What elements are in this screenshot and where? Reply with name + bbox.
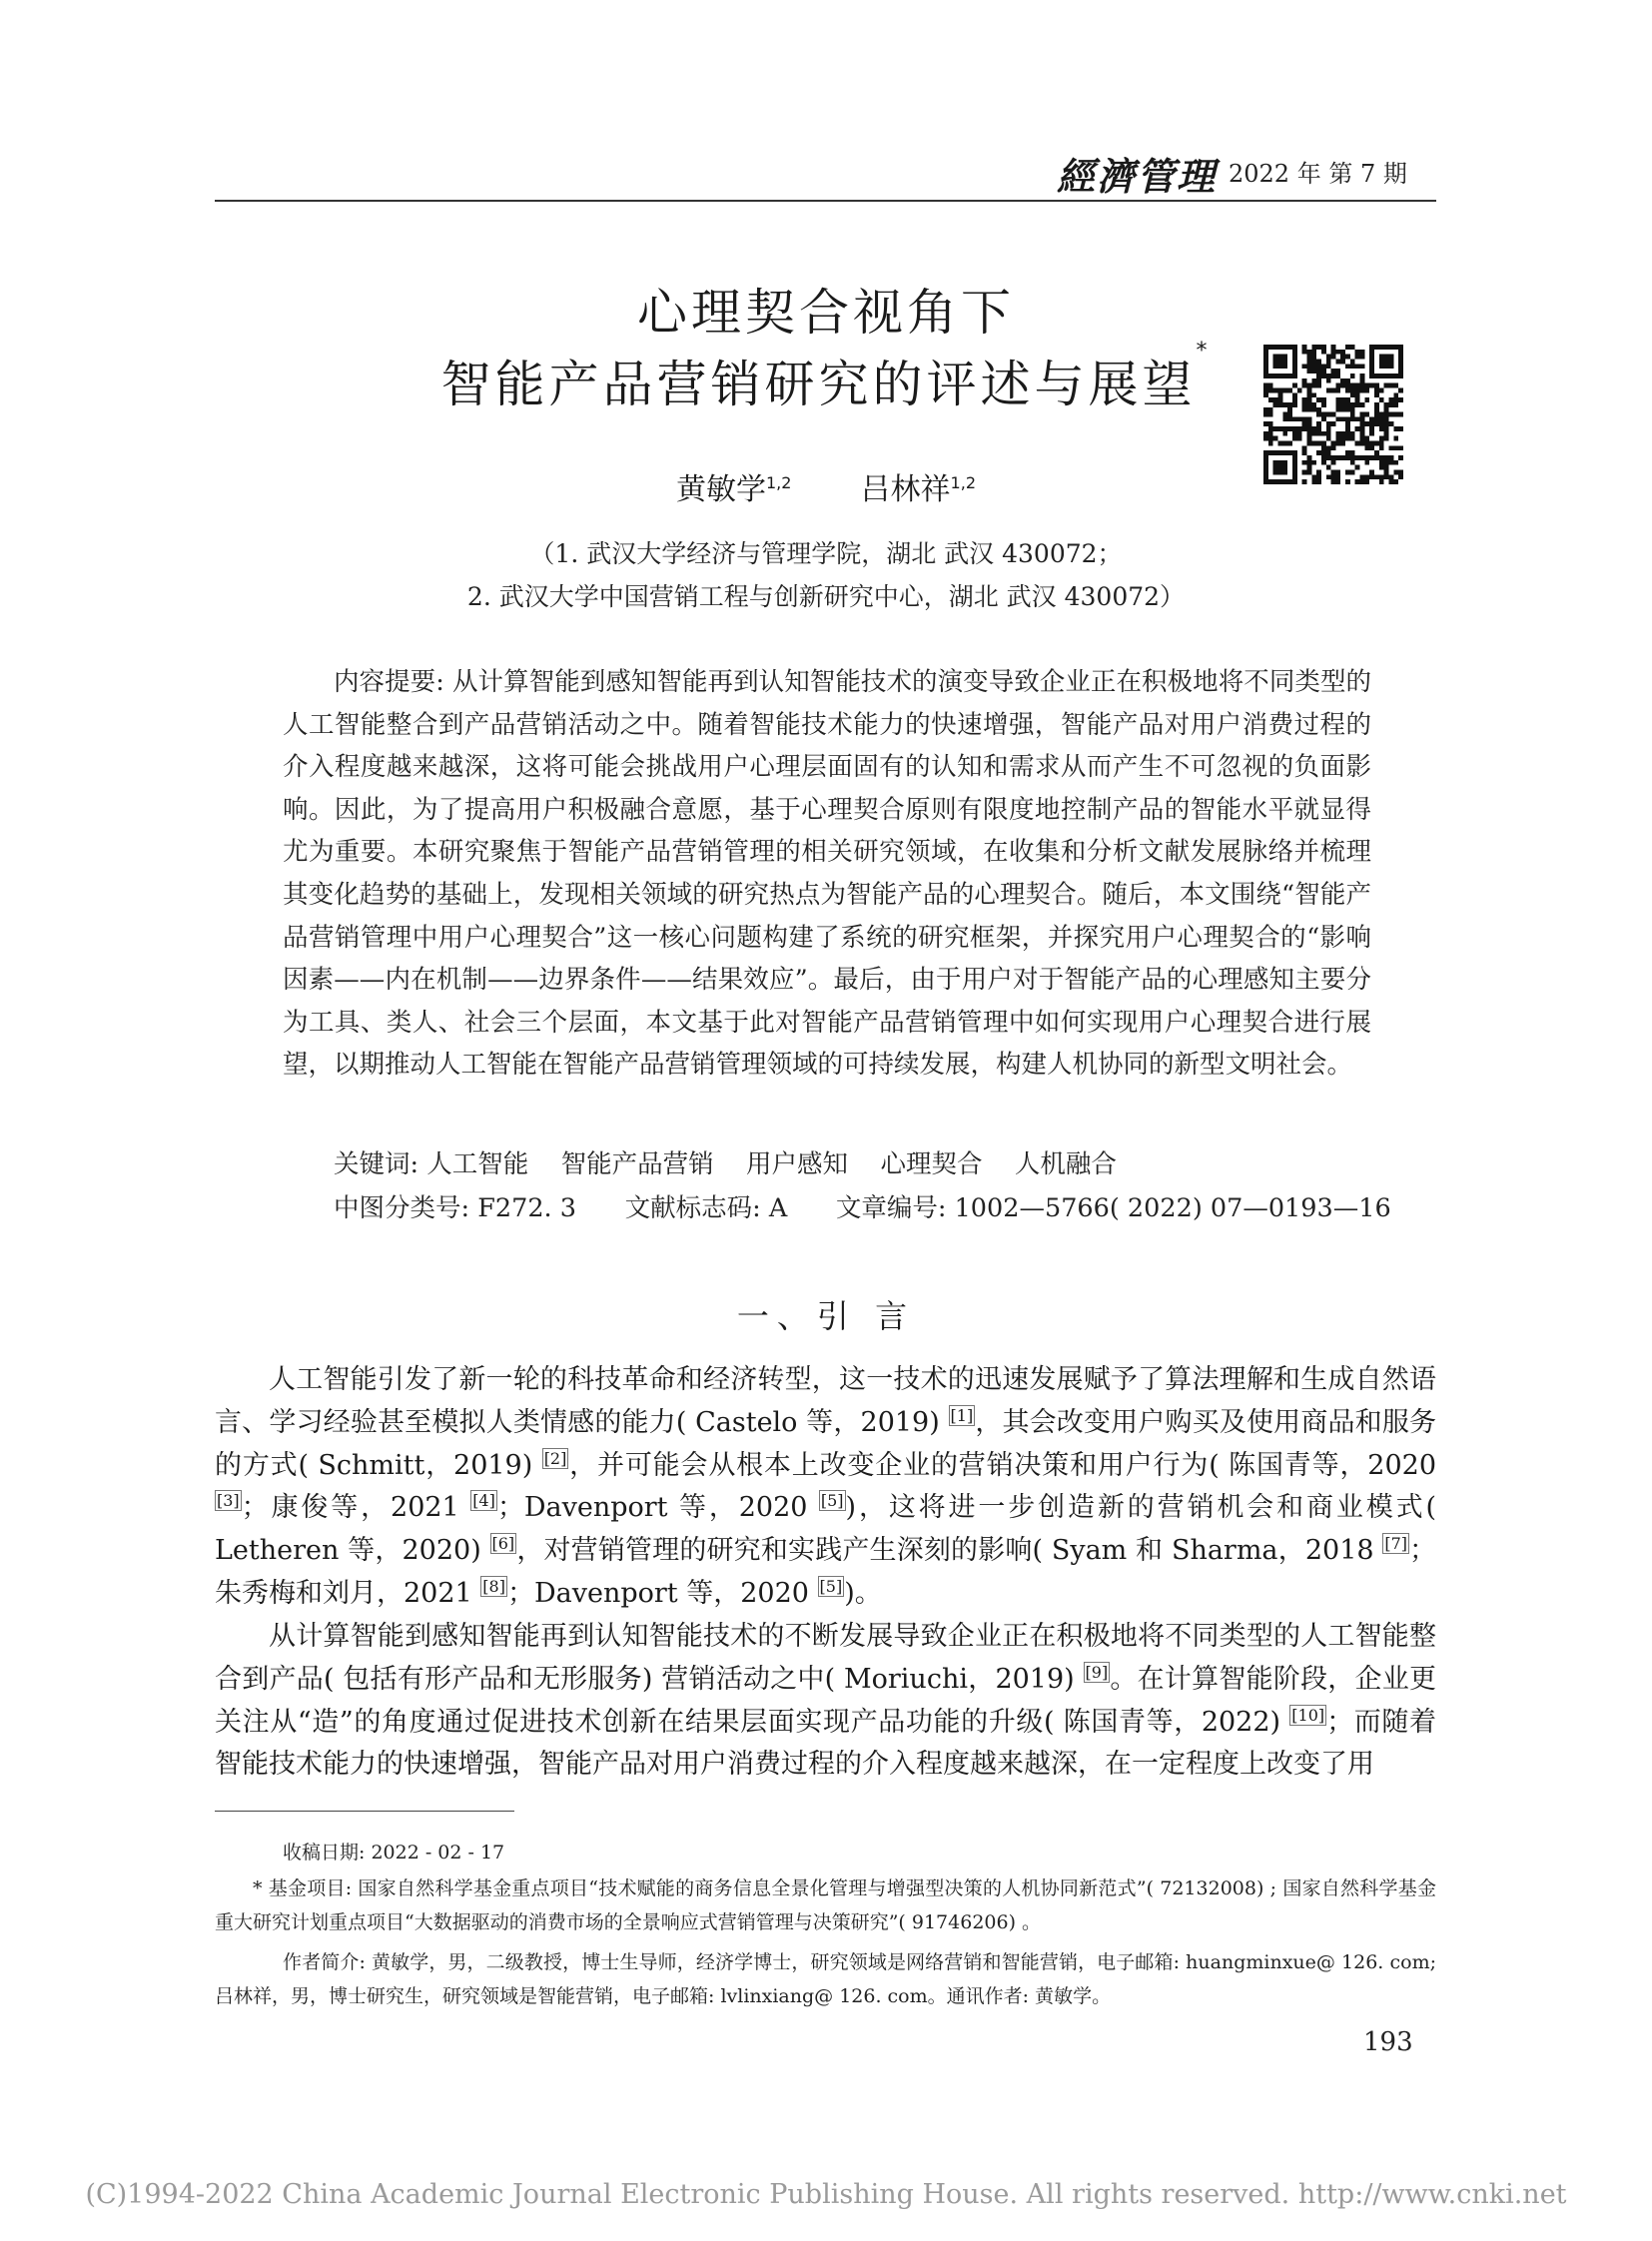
citation-ref: [1]: [950, 1405, 974, 1425]
body-text: ；朱秀梅和刘月，2021: [215, 1535, 1437, 1609]
citation-ref: [2]: [543, 1448, 567, 1468]
header-rule: [215, 200, 1436, 202]
citation-ref: [3]: [217, 1491, 240, 1511]
page-number: 193: [1363, 2027, 1413, 2057]
citation-ref: [8]: [482, 1576, 505, 1596]
citation-ref: [7]: [1384, 1534, 1408, 1554]
qr-code-icon: [1263, 345, 1403, 484]
title-text: 智能产品营销研究的评述与展望: [440, 356, 1197, 413]
body-text: 。在计算智能阶段，企业更关注从“造”的角度通过促进技术创新在结果层面实现产品功能的升级( 陈国青等，2022): [215, 1663, 1437, 1738]
citation-ref: [10]: [1291, 1705, 1325, 1725]
body-paragraph: [215, 1616, 1436, 1787]
citation-ref: [9]: [1085, 1662, 1109, 1682]
body-text: ；而随着智能技术能力的快速增强，智能产品对用户消费过程的介入程度越来越深，在一定程度上改变了用: [215, 1706, 1436, 1781]
abstract: 内容提要: 从计算智能到感知智能再到认知智能技术的演变导致企业正在积极地将不同类型的人工智能整合到产品营销活动之中。随着智能技术能力的快速增强，智能产品对用户消费过程的介入程度越来越深，这将可能会挑战用户心理层面固有的认知和需求从而产生不可忽视的负面影响。因此，为了提高用户积极融合意愿，基于心理契合原则有限度地控制产品的智能水平就显得尤为重要。本研究聚焦于智能产品营销管理的相关研究领域，在收集和分析文献发展脉络并梳理其变化趋势的基础上，发现相关领域的研究热点为智能产品的心理契合。随后，本文围绕“智能产品营销管理中用户心理契合”这一核心问题构建了系统的研究框架，并探究用户心理契合的“影响因素——内在机制——边界条件——结果效应”。最后，由于用户对于智能产品的心理感知主要分为工具、类人、社会三个层面，本文基于此对智能产品营销管理中如何实现用户心理契合进行展望，以期推动人工智能在智能产品营销管理领域的可持续发展，构建人机协同的新型文明社会。: [283, 667, 1371, 1081]
citation-ref: [6]: [491, 1534, 515, 1554]
running-header: [215, 142, 1436, 202]
body-text: )。: [844, 1577, 882, 1609]
author-list: [0, 464, 1652, 508]
body-text: ；Davenport 等，2020: [506, 1577, 818, 1609]
journal-logo: 經濟管理: [1057, 154, 1218, 199]
body-text: ；Davenport 等，2020: [496, 1492, 819, 1524]
section-heading: 一、引 言: [736, 1297, 916, 1335]
footnote-rule: [215, 1811, 514, 1812]
body-text: 人工智能引发了新一轮的科技革命和经济转型，这一技术的迅速发展赋予了算法理解和生成自然语言、学习经验甚至模拟人类情感的能力( Castelo 等，2019): [215, 1364, 1436, 1438]
citation-ref: [5]: [819, 1576, 843, 1596]
footnote-author-bio: 作者简介: 黄敏学，男，二级教授，博士生导师，经济学博士，研究领域是网络营销和智能营销，电子邮箱: huangminxue@ 126. com; 吕林祥，男，博士研究生，研究领域是智能营销，电子邮箱: lvlinxiang@ 126. com。通讯作者: 黄敏学。: [215, 1951, 1436, 2007]
author-name: 黄敏学: [676, 472, 766, 507]
body-text: ；康俊等，2021: [241, 1492, 471, 1524]
title-footnote-mark: *: [1196, 339, 1212, 364]
body-text: )，这将进一步创造新的营销机会和商业模式( Letheren 等，2020): [215, 1492, 1436, 1567]
journal-issue: 2022 年 第 7 期: [1229, 160, 1407, 188]
footnote-received-date: 收稿日期: 2022 - 02 - 17: [283, 1842, 505, 1864]
body-text: ，并可能会从根本上改变企业的营销决策和用户行为( 陈国青等，2020: [568, 1449, 1437, 1481]
footnote-funding: * 基金项目: 国家自然科学基金重点项目“技术赋能的商务信息全景化管理与增强型决策的人机协同新范式”( 72132008) ; 国家自然科学基金重大研究计划重点项目“大数据驱动的消费市场的全景响应式营销管理与决策研究”( 91746206) 。: [215, 1877, 1436, 1933]
author-affil-mark: 1,2: [766, 473, 792, 492]
author-affil-mark: 1,2: [950, 473, 976, 492]
copyright-notice: (C)1994-2022 China Academic Journal Electronic Publishing House. All rights reserved. http://www.cnki.net: [85, 2179, 1567, 2210]
body-text: ，对营销管理的研究和实践产生深刻的影响( Syam 和 Sharma，2018: [516, 1535, 1383, 1567]
title-text: 心理契合视角下: [637, 284, 1015, 342]
citation-ref: [4]: [472, 1491, 495, 1511]
body-text: 从计算智能到感知智能再到认知智能技术的不断发展导致企业正在积极地将不同类型的人工智能整合到产品( 包括有形产品和无形服务) 营销活动之中( Moriuchi，2019): [215, 1621, 1436, 1695]
citation-ref: [5]: [820, 1491, 844, 1511]
keywords: 关键词: 人工智能 智能产品营销 用户感知 心理契合 人机融合: [334, 1149, 1117, 1179]
paper-title-line-1: [0, 273, 1652, 345]
classification-info: 中图分类号: F272. 3 文献标志码: A 文章编号: 1002—5766( 2022) 07—0193—16: [334, 1193, 1391, 1223]
affiliation-1: （1. 武汉大学经济与管理学院，湖北 武汉 430072；: [529, 539, 1123, 568]
body-paragraph: [215, 1359, 1436, 1616]
affiliation-2: 2. 武汉大学中国营销工程与创新研究中心，湖北 武汉 430072）: [466, 582, 1186, 611]
paper-title-line-2: [0, 339, 1652, 416]
author-name: 吕林祥: [860, 472, 951, 507]
body-text: ，其会改变用户购买及使用商品和服务的方式( Schmitt，2019): [215, 1406, 1437, 1481]
